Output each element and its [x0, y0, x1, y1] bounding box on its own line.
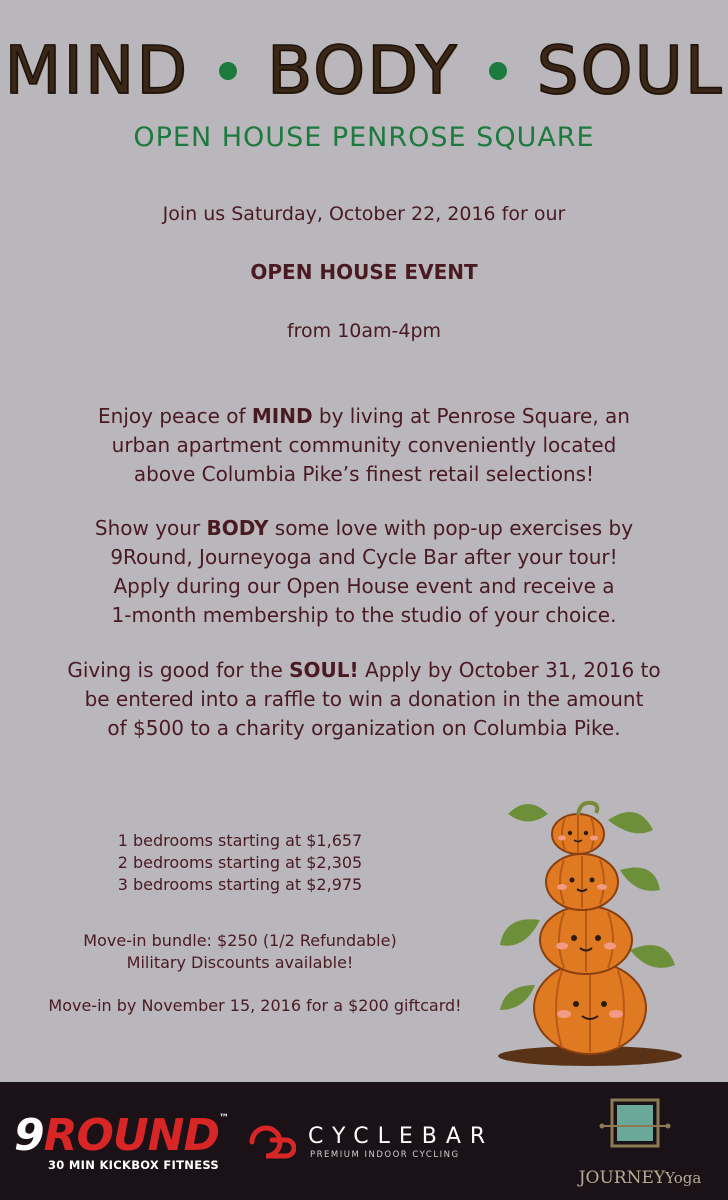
price-item: 2 bedrooms starting at $2,305	[117, 853, 363, 872]
offers	[60, 930, 420, 974]
soul-line-3: of $500 to a charity organization on Columbia Pike.	[107, 716, 621, 740]
journeyoga-journey: JOURNEY	[578, 1168, 666, 1188]
soul-paragraph	[20, 656, 708, 743]
headline	[0, 32, 728, 109]
text-span: Giving is good for the	[67, 658, 290, 682]
event-intro: Join us Saturday, October 22, 2016 for our	[162, 203, 566, 225]
price-item: 1 bedrooms starting at $1,657	[117, 831, 363, 850]
military-discount: Military Discounts available!	[126, 953, 354, 972]
text-span: Show your	[94, 516, 207, 540]
movein-bundle: Move-in bundle: $250 (1/2 Refundable)	[83, 931, 397, 950]
soul-line-1	[20, 656, 708, 685]
pricing-list	[90, 830, 390, 896]
soul-keyword: SOUL!	[289, 658, 359, 682]
journeyoga-logo	[572, 1096, 702, 1200]
body-line-2: 9Round, Journeyoga and Cycle Bar after your tour!	[110, 545, 618, 569]
text-span: by living at Penrose Square, an	[312, 404, 630, 428]
soul-line-2: be entered into a raffle to win a donation in the amount	[84, 687, 644, 711]
body-line-4: 1-month membership to the studio of your choice.	[111, 603, 617, 627]
mind-line-2: urban apartment community conveniently located	[111, 433, 617, 457]
journeyoga-mark-icon	[598, 1096, 672, 1162]
headline-soul: SOUL	[536, 32, 724, 109]
sponsor-footer	[0, 1082, 728, 1200]
event-hours: from 10am-4pm	[286, 320, 442, 342]
cyclebar-logo	[246, 1122, 546, 1172]
body-keyword: BODY	[206, 516, 269, 540]
journeyoga-wordmark	[572, 1168, 708, 1188]
bullet-dot-icon	[219, 62, 237, 80]
mind-line-1	[20, 402, 708, 431]
journeyoga-yoga: Yoga	[665, 1169, 702, 1187]
subtitle: OPEN HOUSE PENROSE SQUARE	[133, 122, 595, 153]
price-item: 3 bedrooms starting at $2,975	[117, 875, 363, 894]
trademark-symbol: ™	[219, 1113, 228, 1124]
headline-body: BODY	[267, 32, 459, 109]
cyclebar-name: CYCLEBAR	[308, 1124, 495, 1149]
nineround-round: ROUND	[43, 1110, 219, 1161]
movein-offer: Move-in by November 15, 2016 for a $200 giftcard!	[48, 996, 462, 1015]
pumpkin-stack-icon	[490, 790, 690, 1070]
bullet-dot-icon	[489, 62, 507, 80]
event-title: OPEN HOUSE EVENT	[250, 260, 478, 284]
mind-paragraph	[20, 402, 708, 489]
body-paragraph	[20, 514, 708, 630]
nineround-nine: 9	[14, 1110, 44, 1161]
body-line-3: Apply during our Open House event and receive a	[113, 574, 615, 598]
text-span: Enjoy peace of	[98, 404, 252, 428]
body-line-1	[20, 514, 708, 543]
nineround-tagline: 30 MIN KICKBOX FITNESS	[48, 1158, 220, 1172]
headline-mind: MIND	[4, 32, 190, 109]
mind-keyword: MIND	[251, 404, 313, 428]
cyclebar-tagline: PREMIUM INDOOR CYCLING	[310, 1150, 460, 1160]
mind-line-3: above Columbia Pike’s finest retail selections!	[133, 462, 595, 486]
cyclebar-mark-icon	[246, 1122, 296, 1162]
text-span: Apply by October 31, 2016 to	[358, 658, 661, 682]
nineround-wordmark	[14, 1110, 228, 1161]
nineround-logo	[14, 1110, 228, 1184]
text-span: some love with pop-up exercises by	[268, 516, 634, 540]
